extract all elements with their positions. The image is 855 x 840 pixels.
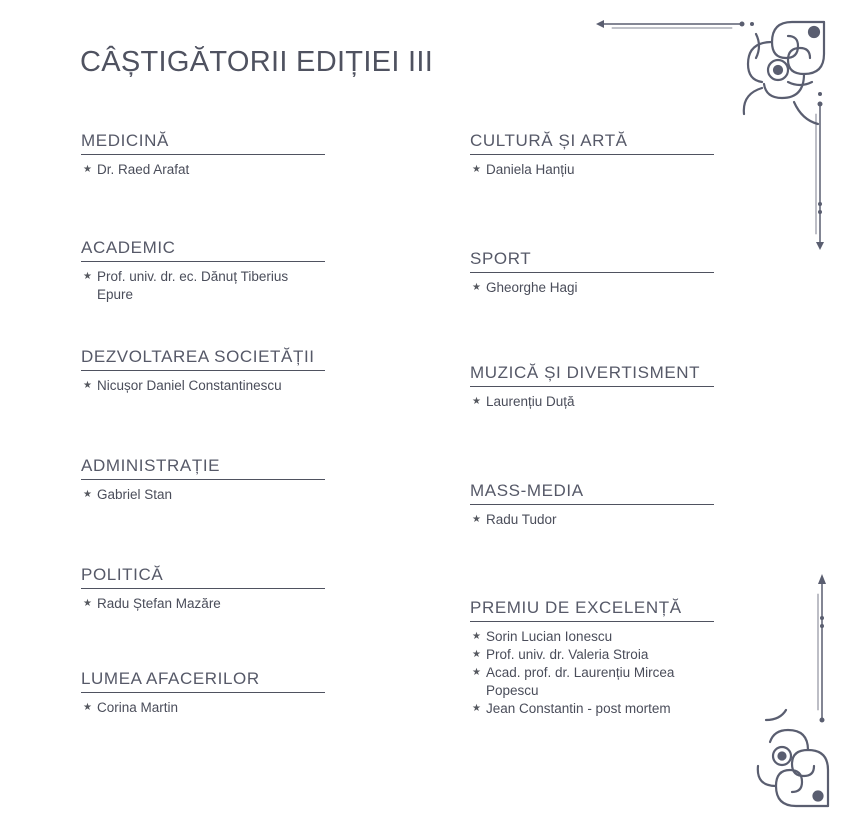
winner-item: ★ Gabriel Stan	[83, 487, 173, 502]
winners-list	[81, 699, 325, 717]
winners-list	[470, 628, 714, 718]
star-icon: ★	[472, 164, 481, 175]
category-mass-media	[470, 481, 714, 529]
winner-item: ★ Nicușor Daniel Constantinescu	[83, 378, 282, 393]
winner-item: ★ Radu Ștefan Mazăre	[83, 596, 221, 611]
category-premiu-de-excelenta	[470, 598, 714, 718]
winner-item: ★ Corina Martin	[83, 700, 179, 715]
star-icon: ★	[472, 631, 481, 642]
winner-item: ★ Prof. univ. dr. Valeria Stroia	[472, 647, 649, 662]
category-heading: MASS-MEDIA	[470, 481, 714, 505]
star-icon: ★	[472, 667, 481, 678]
winners-list	[81, 161, 325, 179]
winner-item: ★ Gheorghe Hagi	[472, 280, 578, 295]
winner-item: ★ Jean Constantin - post mortem	[472, 701, 671, 716]
winners-list	[470, 279, 714, 297]
winners-list	[81, 595, 325, 613]
star-icon: ★	[472, 282, 481, 293]
category-muzica-si-divertisment	[470, 363, 714, 411]
category-heading: SPORT	[470, 249, 714, 273]
winner-item: ★ Radu Tudor	[472, 512, 557, 527]
category-lumea-afacerilor	[81, 669, 325, 717]
category-heading: POLITICĂ	[81, 565, 325, 589]
category-administratie	[81, 456, 325, 504]
winners-list	[81, 486, 325, 504]
page-title: CÂȘTIGĂTORII EDIȚIEI III	[80, 46, 434, 78]
star-icon: ★	[472, 703, 481, 714]
category-heading: LUMEA AFACERILOR	[81, 669, 325, 693]
category-heading: MUZICĂ ȘI DIVERTISMENT	[470, 363, 714, 387]
winner-item: ★ Prof. univ. dr. ec. Dănuț Tiberius Epure	[83, 269, 289, 302]
star-icon: ★	[83, 271, 92, 282]
category-heading: ACADEMIC	[81, 238, 325, 262]
winners-list	[81, 377, 325, 395]
star-icon: ★	[83, 598, 92, 609]
category-heading: MEDICINĂ	[81, 131, 325, 155]
category-heading: ADMINISTRAȚIE	[81, 456, 325, 480]
corner-ornament-top-right-icon	[592, 14, 834, 256]
star-icon: ★	[472, 396, 481, 407]
winner-item: ★ Sorin Lucian Ionescu	[472, 629, 613, 644]
star-icon: ★	[83, 380, 92, 391]
winner-item: ★ Dr. Raed Arafat	[83, 162, 190, 177]
star-icon: ★	[83, 702, 92, 713]
corner-ornament-bottom-right-icon	[752, 570, 836, 820]
category-academic	[81, 238, 325, 304]
star-icon: ★	[472, 514, 481, 525]
winner-item: ★ Acad. prof. dr. Laurențiu Mircea Popescu	[472, 665, 675, 698]
category-dezvoltarea-societatii	[81, 347, 325, 395]
star-icon: ★	[472, 649, 481, 660]
category-heading: DEZVOLTAREA SOCIETĂȚII	[81, 347, 325, 371]
winners-list	[470, 511, 714, 529]
category-heading: CULTURĂ ȘI ARTĂ	[470, 131, 714, 155]
star-icon: ★	[83, 489, 92, 500]
category-heading: PREMIU DE EXCELENȚĂ	[470, 598, 714, 622]
winners-list	[470, 393, 714, 411]
winner-item: ★ Laurențiu Duță	[472, 394, 575, 409]
category-politica	[81, 565, 325, 613]
star-icon: ★	[83, 164, 92, 175]
category-sport	[470, 249, 714, 297]
winners-list	[81, 268, 325, 304]
winner-item: ★ Daniela Hanțiu	[472, 162, 575, 177]
category-medicina	[81, 131, 325, 179]
